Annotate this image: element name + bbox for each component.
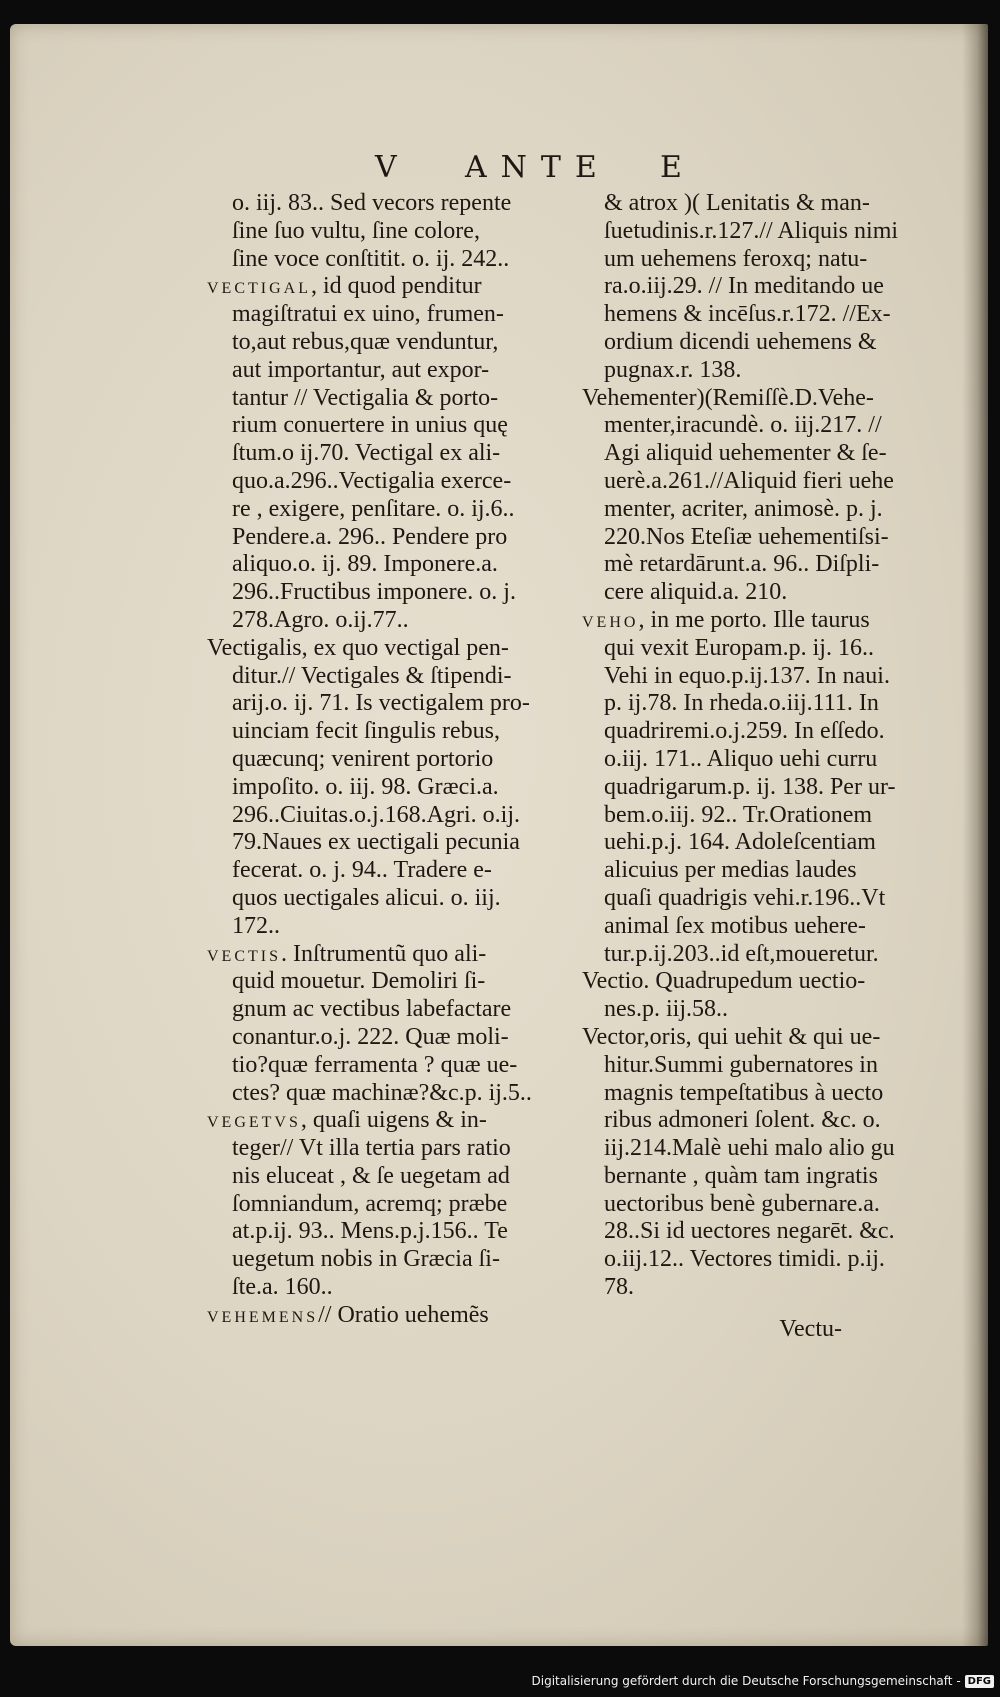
entry-headword: VEGETVS bbox=[207, 1114, 301, 1132]
text-line: ſuetudinis.r.127.// Aliquis nimi bbox=[604, 217, 899, 244]
catchword: Vectu- bbox=[779, 1315, 842, 1342]
text-line: alicuius per medias laudes bbox=[604, 857, 857, 884]
text-line: o.iij. 171.. Aliquo uehi curru bbox=[604, 745, 878, 772]
text-line: ra.o.iij.29. // In meditando ue bbox=[604, 273, 884, 300]
text-line: quadriremi.o.j.259. In eſſedo. bbox=[604, 718, 885, 745]
text-line: re , exigere, penſitare. o. ij.6.. bbox=[232, 495, 515, 522]
entry-headword: VECTIGAL bbox=[207, 280, 311, 298]
text-line: menter, acriter, animosè. p. j. bbox=[604, 495, 883, 522]
text-line: ctes? quæ machinæ?&c.p. ij.5.. bbox=[232, 1079, 532, 1106]
text-line: iij.214.Malè uehi malo alio gu bbox=[604, 1135, 895, 1162]
text-line: magiſtratui ex uino, frumen- bbox=[232, 301, 504, 328]
text-line: Agi aliquid uehementer & ſe- bbox=[604, 440, 887, 467]
text-line: gnum ac vectibus labefactare bbox=[232, 996, 512, 1023]
entry-text: , id quod penditur bbox=[310, 273, 482, 300]
text-line: qui vexit Europam.p. ij. 16.. bbox=[604, 634, 874, 661]
text-line bbox=[207, 273, 582, 301]
text-line: uehi.p.j. 164. Adoleſcentiam bbox=[604, 829, 876, 856]
text-line: ſtum.o ij.70. Vectigal ex ali- bbox=[232, 440, 501, 467]
text-line: o.iij.12.. Vectores timidi. p.ij. bbox=[604, 1246, 885, 1273]
text-line: uinciam fecit ſingulis rebus, bbox=[232, 718, 500, 745]
running-head-left-letter: V bbox=[375, 150, 399, 185]
text-line: 296..Fructibus imponere. o. j. bbox=[232, 579, 516, 606]
text-line: p. ij.78. In rheda.o.iij.111. In bbox=[604, 690, 879, 717]
text-line: uectoribus benè gubernare.a. bbox=[604, 1190, 880, 1217]
text-line: tantur // Vectigalia & porto- bbox=[232, 384, 499, 411]
text-line: cere aliquid.a. 210. bbox=[604, 579, 788, 606]
text-line: ſomniandum, acremq; præbe bbox=[232, 1190, 508, 1217]
text-line: ditur.// Vectigales & ſtipendi- bbox=[232, 662, 512, 689]
text-line: 220.Nos Eteſiæ uehementiſsi- bbox=[604, 523, 889, 550]
text-line bbox=[207, 1302, 582, 1330]
text-line: 28..Si id uectores negarēt. &c. bbox=[604, 1218, 895, 1245]
text-line: 296..Ciuitas.o.j.168.Agri. o.ij. bbox=[232, 801, 520, 828]
entry-text: // Oratio uehemẽs bbox=[318, 1301, 489, 1328]
text-line: ribus admoneri ſolent. &c. o. bbox=[604, 1107, 881, 1134]
text-line: magnis tempeſtatibus à uecto bbox=[604, 1079, 884, 1106]
text-line: uerè.a.261.//Aliquid fieri uehe bbox=[604, 467, 894, 494]
text-line: bernante , quàm tam ingratis bbox=[604, 1162, 878, 1189]
text-line: pugnax.r. 138. bbox=[604, 356, 742, 383]
text-line: quaſi quadrigis vehi.r.196..Vt bbox=[604, 884, 886, 911]
text-line: quos uectigales alicui. o. iij. bbox=[232, 884, 501, 911]
entry-headword: VECTIS bbox=[207, 947, 281, 965]
text-line: tio?quæ ferramenta ? quæ ue- bbox=[232, 1051, 518, 1078]
text-line: Vector,oris, qui uehit & qui ue- bbox=[582, 1023, 881, 1050]
entry-text: , quaſi uigens & in- bbox=[300, 1107, 487, 1134]
entry-text: , in me porto. Ille taurus bbox=[638, 606, 870, 633]
running-head-word: ANTE bbox=[465, 150, 611, 185]
dfg-logo: DFG bbox=[965, 1675, 994, 1688]
text-line: animal ſex motibus uehere- bbox=[604, 912, 866, 939]
text-line: 79.Naues ex uectigali pecunia bbox=[232, 829, 520, 856]
text-line: menter,iracundè. o. iij.217. // bbox=[604, 412, 882, 439]
text-line: ordium dicendi uehemens & bbox=[604, 328, 877, 355]
entry-text: . Inſtrumentũ quo ali- bbox=[281, 940, 487, 967]
text-line: Pendere.a. 296.. Pendere pro bbox=[232, 523, 508, 550]
text-line: to,aut rebus,quæ venduntur, bbox=[232, 328, 499, 355]
running-head bbox=[10, 150, 988, 190]
text-line: quo.a.296..Vectigalia exerce- bbox=[232, 467, 512, 494]
text-line: o. iij. 83.. Sed vecors repente bbox=[232, 190, 512, 216]
text-line: nis eluceat , & ſe uegetam ad bbox=[232, 1162, 510, 1189]
right-column bbox=[582, 190, 962, 1344]
text-line: uegetum nobis in Græcia ſi- bbox=[232, 1246, 500, 1273]
text-line: 172.. bbox=[232, 912, 280, 939]
text-line: quadrigarum.p. ij. 138. Per ur- bbox=[604, 773, 896, 800]
text-line: aliquo.o. ij. 89. Imponere.a. bbox=[232, 551, 498, 578]
text-line: tur.p.ij.203..id eſt,moueretur. bbox=[604, 940, 879, 967]
text-line: bem.o.iij. 92.. Tr.Orationem bbox=[604, 801, 873, 828]
text-line: Vehi in equo.p.ij.137. In naui. bbox=[604, 662, 890, 689]
text-line: 78. bbox=[604, 1274, 634, 1301]
text-line: conantur.o.j. 222. Quæ moli- bbox=[232, 1023, 509, 1050]
left-column bbox=[207, 190, 582, 1330]
text-line: quid mouetur. Demoliri ſi- bbox=[232, 968, 486, 995]
text-line: arij.o. ij. 71. Is vectigalem pro- bbox=[232, 690, 530, 717]
text-line: fecerat. o. j. 94.. Tradere e- bbox=[232, 857, 492, 884]
credit-text: Digitalisierung gefördert durch die Deutsche Forschungsgemeinschaft - bbox=[531, 1674, 961, 1688]
text-line: Vectigalis, ex quo vectigal pen- bbox=[207, 634, 509, 661]
text-line: Vehementer)(Remiſſè.D.Vehe- bbox=[582, 384, 874, 411]
text-line: 278.Agro. o.ij.77.. bbox=[232, 606, 409, 633]
text-line: quæcunq; venirent portorio bbox=[232, 745, 494, 772]
text-line: at.p.ij. 93.. Mens.p.j.156.. Te bbox=[232, 1218, 508, 1245]
text-line: hemens & incēſus.r.172. //Ex- bbox=[604, 301, 891, 328]
text-line bbox=[582, 607, 962, 635]
text-line: mè retardārunt.a. 96.. Diſpli- bbox=[604, 551, 880, 578]
text-line bbox=[207, 1107, 582, 1135]
entry-headword: VEHEMENS bbox=[207, 1308, 319, 1326]
text-line: impoſito. o. iij. 98. Græci.a. bbox=[232, 773, 499, 800]
text-line: rium conuertere in unius quę bbox=[232, 412, 508, 439]
text-line: & atrox )( Lenitatis & man- bbox=[604, 190, 870, 216]
text-line: hitur.Summi gubernatores in bbox=[604, 1051, 878, 1078]
text-line: ſine ſuo vultu, ſine colore, bbox=[232, 217, 480, 244]
text-line: ſine voce conſtitit. o. ij. 242.. bbox=[232, 245, 510, 272]
text-line: Vectio. Quadrupedum uectio- bbox=[582, 968, 866, 995]
text-line: nes.p. iij.58.. bbox=[604, 996, 728, 1023]
text-line: aut importantur, aut expor- bbox=[232, 356, 490, 383]
page-gutter-shadow bbox=[962, 24, 988, 1646]
text-line: um uehemens feroxq; natu- bbox=[604, 245, 868, 272]
text-line: teger// Vt illa tertia pars ratio bbox=[232, 1135, 511, 1162]
entry-headword: VEHO bbox=[582, 613, 639, 631]
digitization-credit bbox=[532, 1671, 995, 1691]
text-line: ſte.a. 160.. bbox=[232, 1274, 333, 1301]
running-head-right-letter: E bbox=[660, 150, 684, 185]
text-line bbox=[207, 941, 582, 969]
book-page bbox=[10, 24, 988, 1646]
